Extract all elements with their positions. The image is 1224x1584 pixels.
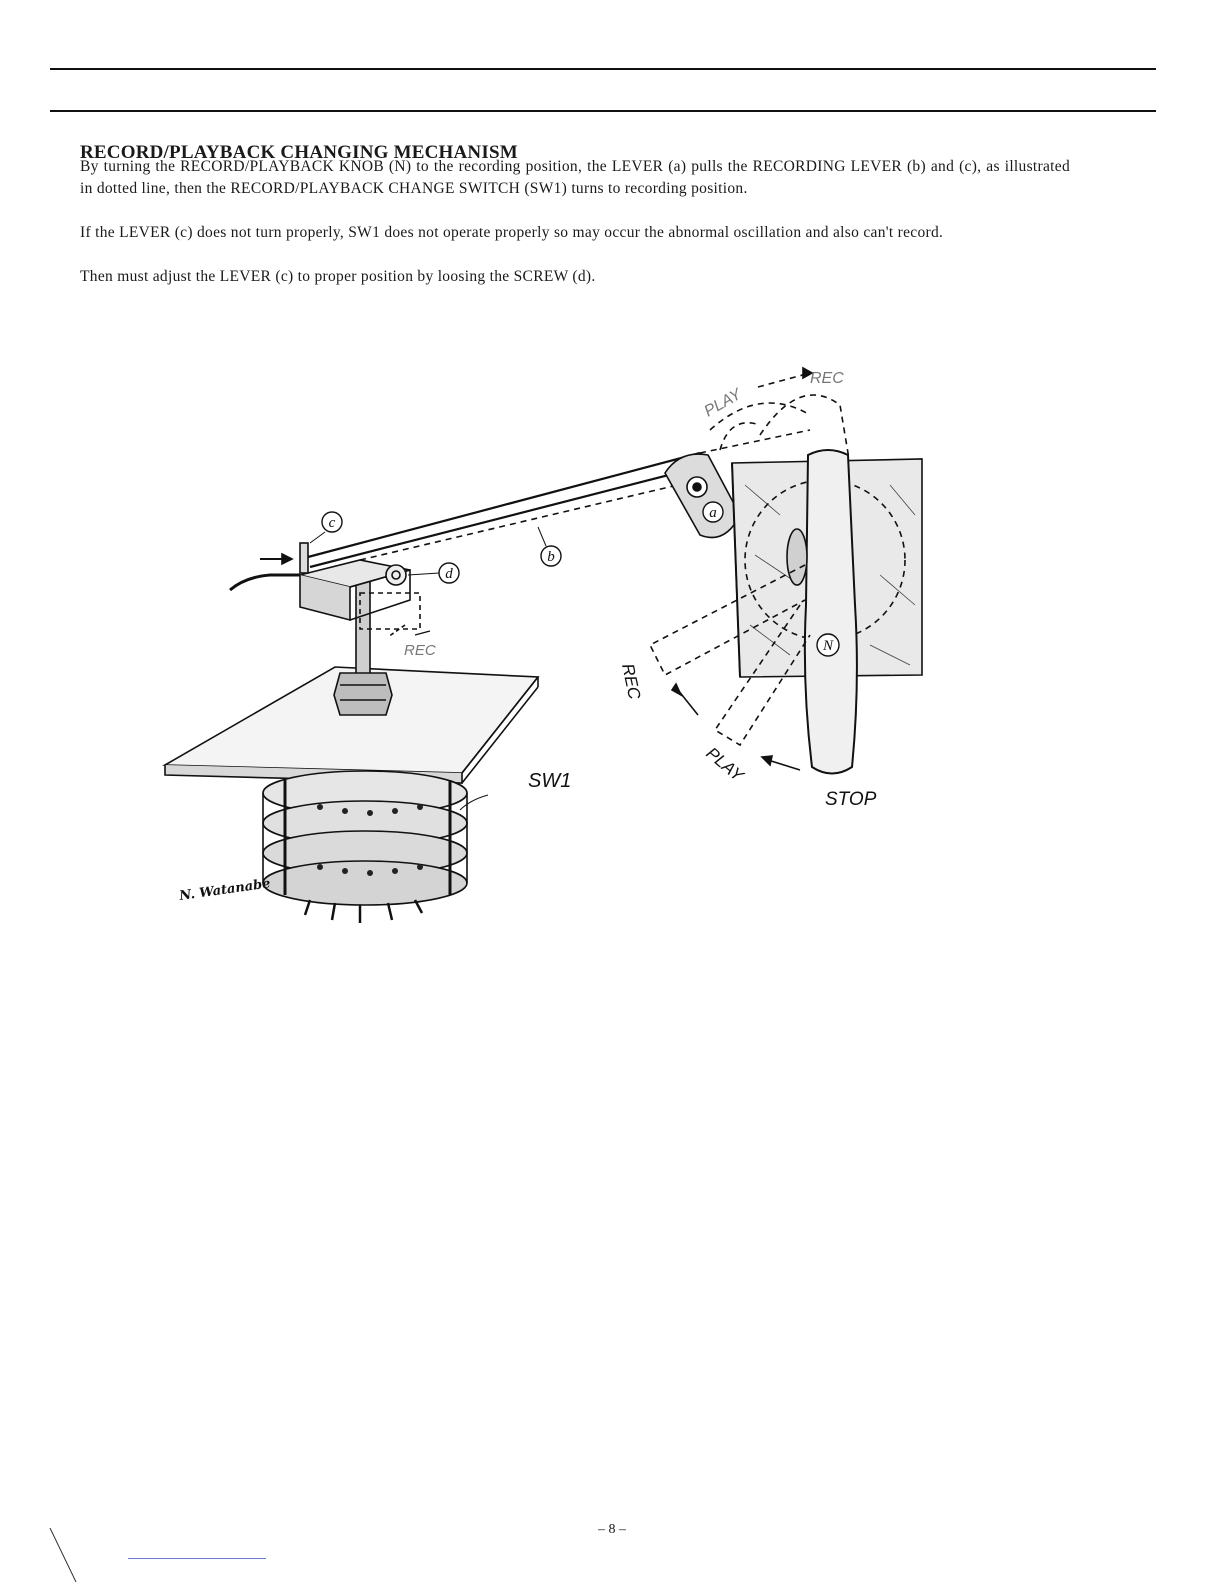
paragraph-1: By turning the RECORD/PLAYBACK KNOB (N) to the recording position, the LEVER (a) pulls the RECORDING LEVER (b) and (c), as illustrated in dotted line, then the RECORD/PLAYBACK CHANGE SWITCH (SW1) turns to recording position.	[80, 158, 1070, 197]
rotary-switch-sw1	[263, 771, 467, 923]
section-heading: RECORD/PLAYBACK CHANGING MECHANISM	[80, 142, 518, 163]
label-rec-small: REC	[404, 642, 436, 659]
artist-signature: N. Watanabe	[178, 876, 272, 904]
mechanism-illustration	[160, 355, 950, 930]
label-stop-knob: STOP	[825, 789, 877, 810]
scan-artifact-line	[128, 1558, 266, 1559]
top-rule-1	[50, 68, 1156, 70]
scan-artifact-mark	[48, 1526, 78, 1584]
label-rec-knob: REC	[618, 661, 645, 701]
label-play-top: PLAY	[701, 385, 745, 421]
label-play-knob: PLAY	[702, 743, 747, 786]
label-lever-a: a	[709, 505, 717, 521]
paragraph-2: If the LEVER (c) does not turn properly, SW1 does not operate properly so may occur the abnormal oscillation and also can't record.	[80, 224, 944, 241]
label-lever-b: b	[547, 549, 555, 565]
label-switch-sw1: SW1	[528, 770, 572, 792]
label-rec-top: REC	[810, 370, 844, 387]
page-number: – 8 –	[598, 1522, 626, 1537]
label-lever-c: c	[328, 515, 336, 531]
paragraph-3: Then must adjust the LEVER (c) to proper position by loosing the SCREW (d).	[80, 268, 596, 285]
label-knob-n: N	[822, 638, 834, 654]
top-rule-2	[50, 110, 1156, 112]
label-screw-d: d	[445, 566, 453, 582]
